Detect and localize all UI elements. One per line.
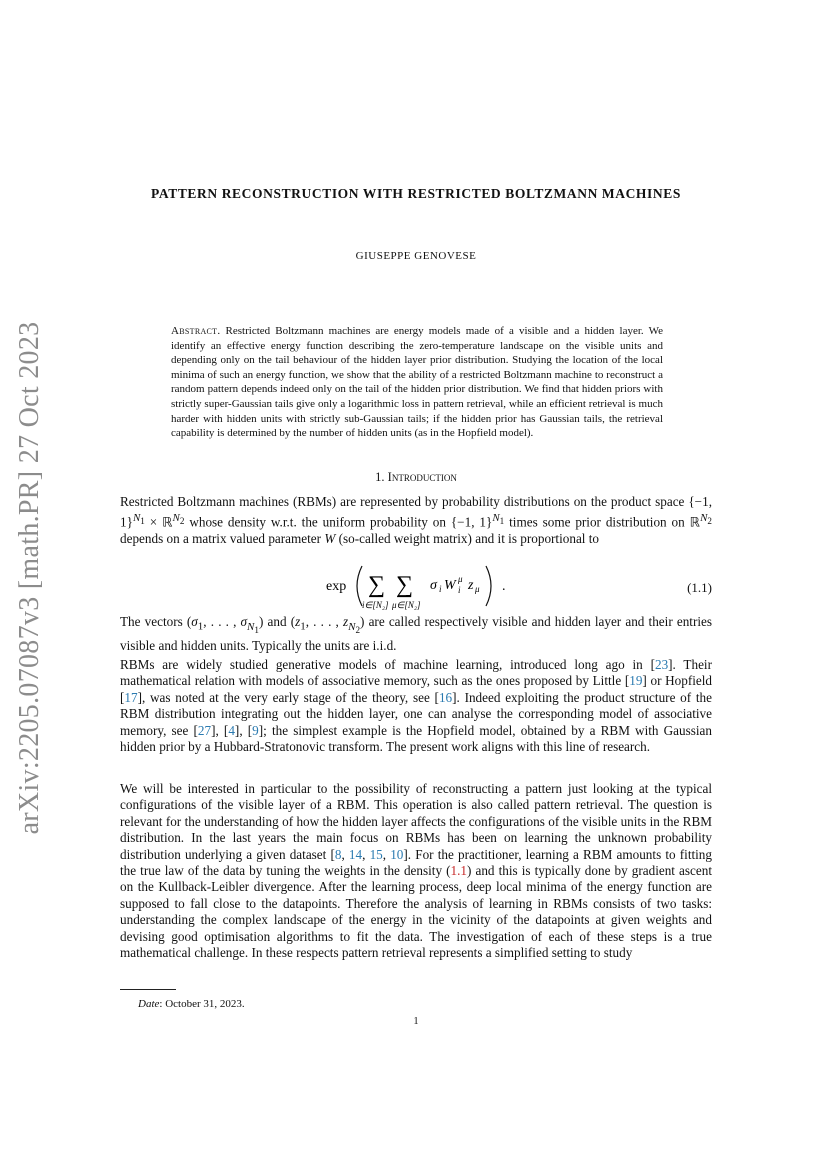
svg-text:i: i (439, 584, 442, 594)
citation-link[interactable]: 27 (197, 722, 212, 738)
svg-text:z: z (468, 578, 474, 593)
citation-link[interactable]: 8 (334, 846, 342, 862)
arxiv-sidebar (0, 318, 60, 838)
citation-link[interactable]: 17 (124, 689, 138, 705)
equation-formula (326, 560, 556, 612)
svg-text:.: . (502, 579, 506, 594)
citation-link[interactable]: 10 (390, 846, 404, 862)
svg-text:i∈[N₂]: i∈[N₂] (362, 600, 389, 610)
footnote-label: Date (138, 998, 160, 1010)
paragraph: Restricted Boltzmann machines (RBMs) are represented by probability distributions on the product space {−1, 1}$^{N_1}$ × ℝ$^{N_2}$ whose density w.r.t. the uniform probability on {−1, 1}$^{N_1}$ times some prior distribution on ℝ$^{N_2}$ depends on a matrix valued parameter W (so-called weight matrix) and it is proportional to (120, 494, 712, 547)
section-title: Introduction (387, 470, 457, 484)
citation-link[interactable]: 23 (654, 657, 669, 672)
section-number: 1. (375, 470, 385, 484)
equation-1-1 (120, 560, 712, 612)
svg-text:exp: exp (326, 579, 347, 594)
abstract (171, 324, 663, 441)
abstract-label: Abstract. (171, 325, 221, 337)
paragraph: RBMs are widely studied generative models of machine learning, introduced long ago in [23]. Their mathematical relation with models of associative memory, such as the ones proposed by Little [19] or Hopfield [17], was noted at the very early stage of the theory, see [16]. Indeed exploiting the product structure of the RBM distribution integrating out the hidden layer, one can analyse the corresponding model of associative memory, see [27], [4], [9]; the simplest example is the Hopfield model, obtained by a RBM with Gaussian hidden prior by a Hubbard-Stratonovic transform. The present work aligns with this line of research. (120, 657, 712, 755)
footnote (138, 998, 245, 1010)
citation-link[interactable]: 14 (348, 846, 363, 862)
equation-reference-link[interactable]: 1.1 (450, 863, 468, 879)
svg-text:σ: σ (430, 578, 437, 593)
svg-text:μ∈[N₂]: μ∈[N₂] (392, 600, 421, 610)
citation-link[interactable]: 9 (252, 722, 259, 738)
svg-text:∑: ∑ (368, 572, 386, 598)
section-heading (120, 470, 712, 485)
page-number: 1 (413, 1016, 419, 1027)
svg-text:μ: μ (475, 584, 480, 594)
paper-author: GIUSEPPE GENOVESE (355, 250, 477, 262)
abstract-text: Restricted Boltzmann machines are energy models made of a visible and a hidden layer. We identify an effective energy function describing the zero-temperature landscape on the visible units and depending only on the tail behaviour of the hidden layer prior distribution. Studying the location of the local minima of such an energy function, we show that the ability of a restricted Boltzmann machine to reconstruct a random pattern depends indeed only on the tail of the hidden prior distribution. We find that hidden priors with strictly super-Gaussian tails give only a logarithmic loss in pattern retrieval, while an efficient retrieval is much harder with hidden units with strictly sub-Gaussian tails; if the hidden prior has Gaussian tails, the retrieval capability is determined by the number of hidden units (as in the Hopfield model). (171, 325, 663, 440)
svg-text:∑: ∑ (396, 572, 414, 598)
citation-link[interactable]: 19 (629, 673, 643, 689)
footnote-rule (120, 989, 176, 990)
citation-link[interactable]: 15 (369, 846, 383, 862)
arxiv-identifier: arXiv:2205.07087v3 [math.PR] 27 Oct 2023 (14, 321, 45, 835)
equation-number: (1.1) (687, 580, 712, 595)
svg-text:i: i (458, 585, 461, 595)
paragraph: The vectors ($\sigma_1$, . . . , $\sigma_{N_1}$) and ($z_1$, . . . , $z_{N_2}$) are called respectively visible and hidden layer and their entries visible and hidden units. Typically the units are i.i.d. (120, 614, 713, 654)
citation-link[interactable]: 4 (228, 722, 235, 738)
paragraph: We will be interested in particular to the possibility of reconstructing a pattern just looking at the typical configurations of the visible layer of a RBM. This operation is also called pattern retrieval. The question is relevant for the understanding of how the hidden layer affects the configurations of the visible units in the RBM distribution. In the last years the main focus on RBMs has been on learning the unknown probability distribution underlying a given dataset [8, 14, 15, 10]. For the practitioner, learning a RBM amounts to fitting the true law of the data by tuning the weights in the density (1.1) and this is typically done by gradient ascent on the Kullback-Leibler divergence. After the learning process, deep local minima of the energy function are supposed to fall close to the datapoints. Therefore the analysis of learning in RBMs consists of two tasks: understanding the complex landscape of the energy in the vicinity of the datapoints at given weights and devising good optimisation algorithms to fit the data. The investigation of each of these steps is a true mathematical challenge. In these respects pattern retrieval represents a simplified setting to study (120, 781, 712, 961)
citation-link[interactable]: 16 (438, 689, 453, 705)
svg-text:W: W (444, 578, 456, 593)
svg-text:μ: μ (458, 574, 463, 584)
paper-title: PATTERN RECONSTRUCTION WITH RESTRICTED BOLTZMANN MACHINES (151, 186, 681, 201)
footnote-value: : October 31, 2023. (159, 998, 245, 1010)
